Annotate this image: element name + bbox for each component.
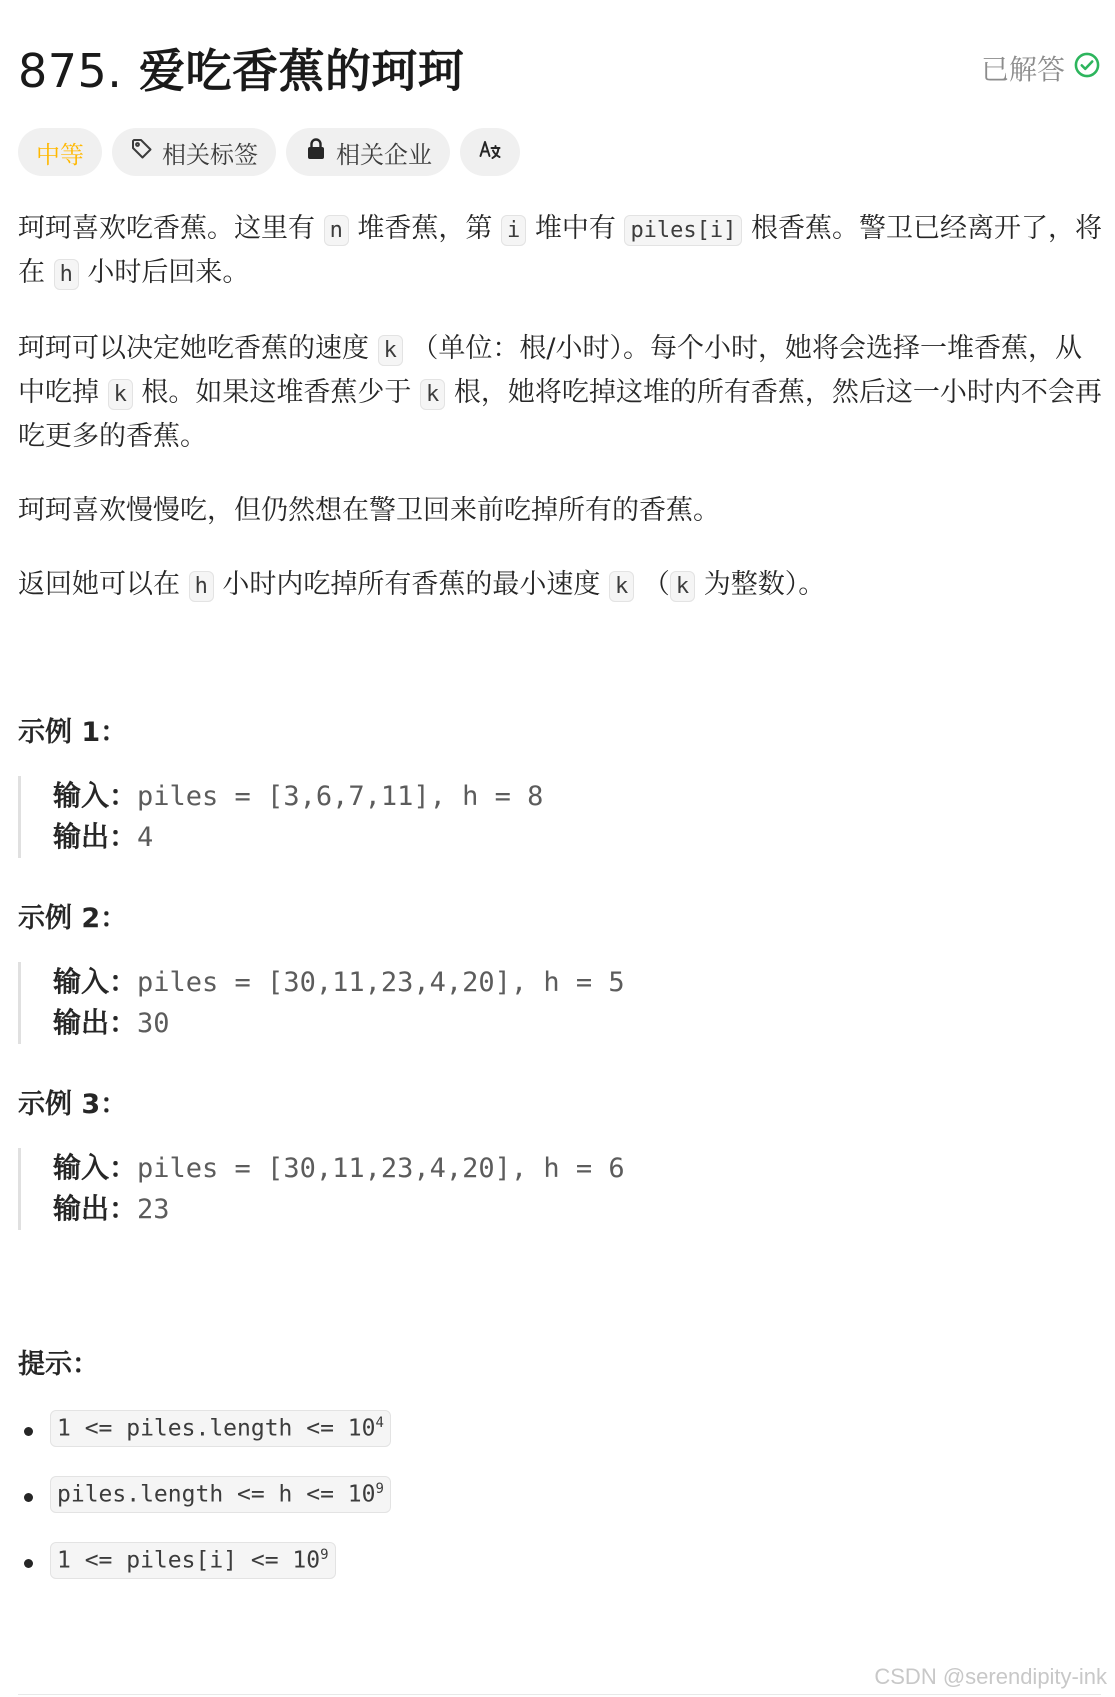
example-title: 示例 1： [18,717,128,748]
inline-code: i [501,215,526,246]
inline-code: h [189,571,214,602]
description-paragraph-3: 珂珂喜欢慢慢吃，但仍然想在警卫回来前吃掉所有的香蕉。 [18,495,720,526]
text: 根。如果这堆香蕉少于 [132,377,421,408]
text: 返回她可以在 [18,569,189,600]
input-value: piles = [3,6,7,11], h = 8 [137,781,544,812]
example-input [53,1148,818,1189]
watermark: CSDN @serendipity-ink [874,1664,1107,1689]
bullet-dot [24,1493,33,1502]
example-input [53,776,818,817]
output-value: 30 [137,1008,170,1039]
text: 根，她将吃掉这堆的所有香蕉，然后这一小时内不会再吃更多的香蕉。 [18,377,1102,452]
inline-code: k [378,335,403,366]
hint-item [18,1476,391,1542]
output-value: 4 [137,822,154,853]
hint-code [50,1542,336,1579]
text: 堆中有 [526,213,625,244]
bullet-dot [24,1427,33,1436]
hint-text: 1 <= piles.length <= 10 [57,1415,376,1442]
output-value: 23 [137,1194,170,1225]
output-label: 输出： [53,1192,138,1225]
tag-icon [130,137,154,167]
inline-code: k [108,379,133,410]
example-output [53,817,818,858]
text: 为整数）。 [695,569,826,600]
text: 堆香蕉，第 [348,213,502,244]
example-input [53,962,818,1003]
hint-item [18,1542,391,1608]
text: 小时后回来。 [78,257,250,288]
problem-number: 875. [18,44,123,98]
inline-code: k [420,379,445,410]
text: 小时内吃掉所有香蕉的最小速度 [213,569,610,600]
difficulty-label: 中等 [36,140,84,169]
description-paragraph-1 [18,208,1103,296]
check-circle-icon [1073,51,1101,86]
text: （单位：根/小时）。每个小时，她将会选择一堆香蕉，从中吃掉 [18,333,1083,408]
example-title: 示例 3： [18,1089,128,1120]
input-label: 输入： [53,965,138,998]
related-topics-label: 相关标签 [162,140,258,169]
solved-status [981,48,1101,88]
description-paragraph-4 [18,564,1103,608]
inline-code: k [609,571,634,602]
description-paragraph-2 [18,328,1103,458]
example-output [53,1189,818,1230]
example-block [18,962,818,1044]
inline-code: h [54,259,79,290]
hint-code [50,1410,391,1447]
inline-code: n [324,215,349,246]
input-value: piles = [30,11,23,4,20], h = 6 [137,1153,625,1184]
example-1 [18,710,544,853]
text: 珂珂喜欢吃香蕉。这里有 [18,213,324,244]
text: 珂珂可以决定她吃香蕉的速度 [18,333,378,364]
example-title: 示例 2： [18,903,128,934]
example-output [53,1003,818,1044]
example-block [18,1148,818,1230]
related-companies-button[interactable] [286,128,450,176]
divider [18,1694,1101,1695]
translate-button[interactable] [460,128,520,176]
output-label: 输出： [53,820,138,853]
example-block [18,776,818,858]
hint-item [18,1410,391,1476]
problem-name: 爱吃香蕉的珂珂 [138,44,465,98]
hint-exponent: 4 [375,1415,384,1431]
hint-text: piles.length <= h <= 10 [57,1481,376,1508]
hints-list [18,1410,391,1608]
inline-code: piles[i] [624,215,742,246]
text: （ [634,569,670,600]
hint-exponent: 9 [375,1481,384,1497]
related-topics-button[interactable] [112,128,276,176]
solved-label: 已解答 [980,53,1065,86]
text: 根香蕉。警卫已经离开了，将在 [18,213,1102,288]
output-label: 输出： [53,1006,138,1039]
input-label: 输入： [53,1151,138,1184]
hints-title: 提示： [18,1349,99,1380]
example-2 [18,896,625,1039]
hint-exponent: 9 [320,1547,329,1563]
lock-icon [304,137,328,167]
tag-bar [18,128,520,176]
problem-description [18,208,1103,640]
hint-code [50,1476,391,1513]
problem-title[interactable] [18,35,464,101]
bullet-dot [24,1559,33,1568]
input-value: piles = [30,11,23,4,20], h = 5 [137,967,625,998]
related-companies-label: 相关企业 [336,140,432,169]
difficulty-badge [18,128,102,176]
example-3 [18,1082,625,1225]
inline-code: k [670,571,695,602]
input-label: 输入： [53,779,138,812]
problem-header [18,38,1101,98]
translate-icon [478,137,502,167]
hint-text: 1 <= piles[i] <= 10 [57,1547,321,1574]
